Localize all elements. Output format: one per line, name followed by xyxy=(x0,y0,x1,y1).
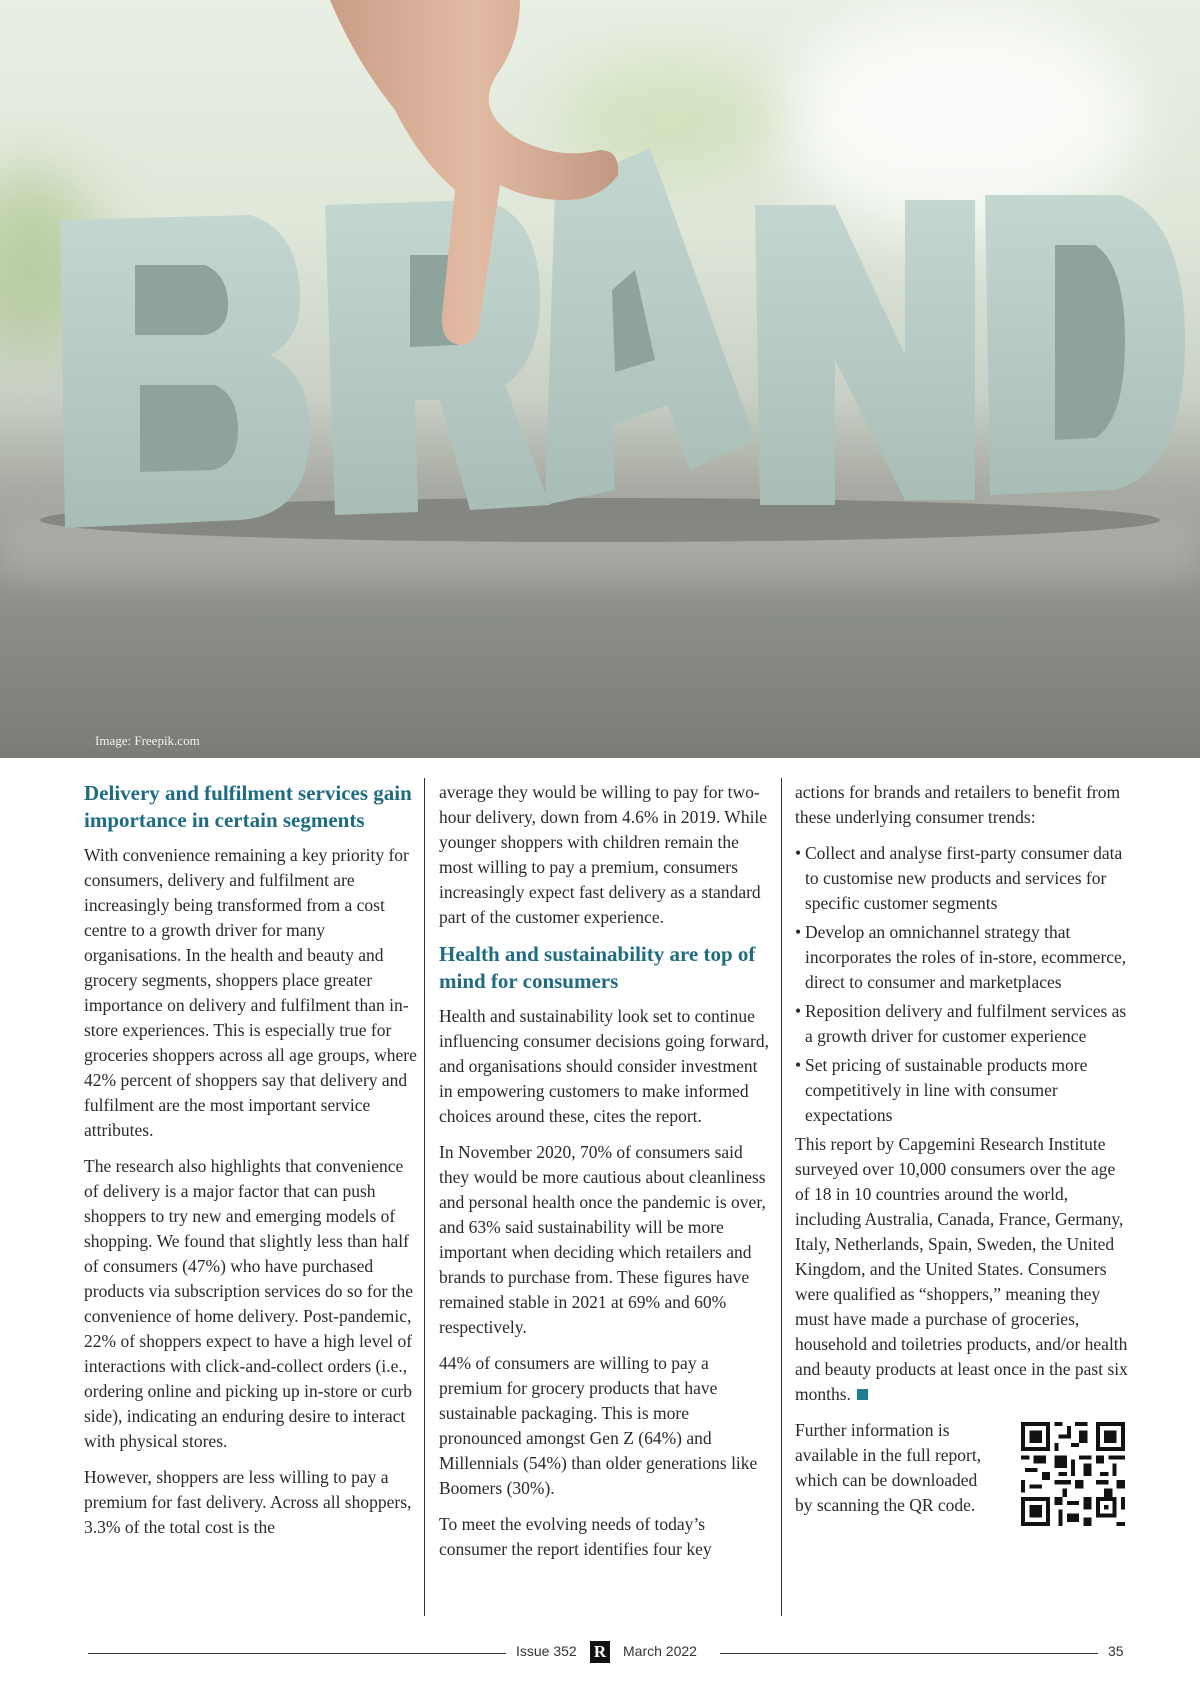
column-3 xyxy=(795,780,1130,1529)
further-info-text: Further information is available in the full report, which can be downloaded by scanning the QR code. xyxy=(795,1420,982,1515)
list-item: • Develop an omnichannel strategy that incorporates the roles of in-store, ecommerce, direct to consumer and marketplaces xyxy=(795,920,1130,995)
body-paragraph: To meet the evolving needs of today’s consumer the report identifies four key xyxy=(439,1514,712,1559)
body-paragraph: In November 2020, 70% of consumers said they would be more cautious about cleanliness and personal health once the pandemic is over, and 63% said sustainability will be more important when deciding which retailers and brands to purchase from. These figures have remained stable in 2021 at 69% and 60% respectively. xyxy=(439,1142,766,1337)
issue-date: March 2022 xyxy=(623,1643,697,1659)
section-heading-delivery: Delivery and fulfilment services gain importance in certain segments xyxy=(84,781,412,832)
issue-number: Issue 352 xyxy=(516,1643,577,1659)
letter-r xyxy=(325,200,550,515)
list-item: • Reposition delivery and fulfilment services as a growth driver for customer experience xyxy=(795,999,1130,1049)
letter-b xyxy=(60,215,310,528)
letter-n xyxy=(755,200,975,505)
footer-rule xyxy=(720,1653,1098,1654)
end-mark-square xyxy=(857,1389,868,1400)
column-1 xyxy=(84,780,419,1551)
magazine-logo-icon: R xyxy=(590,1641,610,1663)
body-paragraph: 44% of consumers are willing to pay a premium for grocery products that have sustainable packaging. This is more pronounced amongst Gen Z (64%) and Millennials (54%) than older generations like Boomers (30%). xyxy=(439,1353,758,1498)
body-paragraph: actions for brands and retailers to benefit from these underlying consumer trends: xyxy=(795,782,1121,827)
body-paragraph: The research also highlights that convenience of delivery is a major factor that can push shoppers to try new and emerging models of shopping. We found that slightly less than half of consumers (47%) who have purchased products via subscription services do so for the convenience of home delivery. Post-pandemic, 22% of shoppers expect to have a high level of interactions with click-and-collect orders (i.e., ordering online and picking up in-store or curb side), indicating an enduring desire to interact with physical stores. xyxy=(84,1156,414,1451)
body-paragraph xyxy=(795,1132,1130,1407)
footer-rule xyxy=(88,1653,506,1654)
body-paragraph: With convenience remaining a key priority for consumers, delivery and fulfilment are increasingly being transformed from a cost centre to a growth driver for many organisations. In the health and beauty and grocery segments, shoppers place greater importance on delivery and fulfilment than in-store experiences. This is especially true for groceries shoppers across all age groups, where 42% percent of shoppers say that delivery and fulfilment are the most important service attributes. xyxy=(84,845,417,1140)
key-actions-list xyxy=(795,841,1130,1128)
report-paragraph: This report by Capgemini Research Institute surveyed over 10,000 consumers over the age of 18 in 10 countries around the world, including Australia, Canada, France, Germany, Italy, Netherlands, Spain, Sweden, the United Kingdom, and the United States. Consumers were qualified as “shoppers,” meaning they must have made a purchase of groceries, household and toiletries products, and/or health and beauty products at least once in the past six months. xyxy=(795,1134,1128,1404)
column-2 xyxy=(439,780,774,1573)
section-heading-health: Health and sustainability are top of mind for consumers xyxy=(439,942,756,993)
image-credit: Image: Freepik.com xyxy=(95,733,200,748)
qr-code-icon[interactable] xyxy=(1021,1422,1125,1526)
list-item: • Set pricing of sustainable products more competitively in line with consumer expectations xyxy=(795,1053,1130,1128)
body-paragraph: However, shoppers are less willing to pay a premium for fast delivery. Across all shoppers, 3.3% of the total cost is the xyxy=(84,1467,412,1537)
column-divider xyxy=(781,778,782,1616)
letter-a xyxy=(545,148,755,505)
column-divider xyxy=(424,778,425,1616)
body-paragraph: Health and sustainability look set to continue influencing consumer decisions going forward, and organisations should consider investment in empowering customers to make informed choices around these, cites the report. xyxy=(439,1006,769,1126)
further-info xyxy=(795,1418,1130,1518)
page-number: 35 xyxy=(1108,1643,1124,1659)
letter-d xyxy=(985,195,1185,495)
hero-image xyxy=(0,0,1200,758)
list-item: • Collect and analyse first-party consumer data to customise new products and services for specific customer segments xyxy=(795,841,1130,916)
body-paragraph: average they would be willing to pay for two-hour delivery, down from 4.6% in 2019. While younger shoppers with children remain the most willing to pay a premium, consumers increasingly expect fast delivery as a standard part of the customer experience. xyxy=(439,782,768,927)
brand-letters-illustration xyxy=(0,0,1200,758)
